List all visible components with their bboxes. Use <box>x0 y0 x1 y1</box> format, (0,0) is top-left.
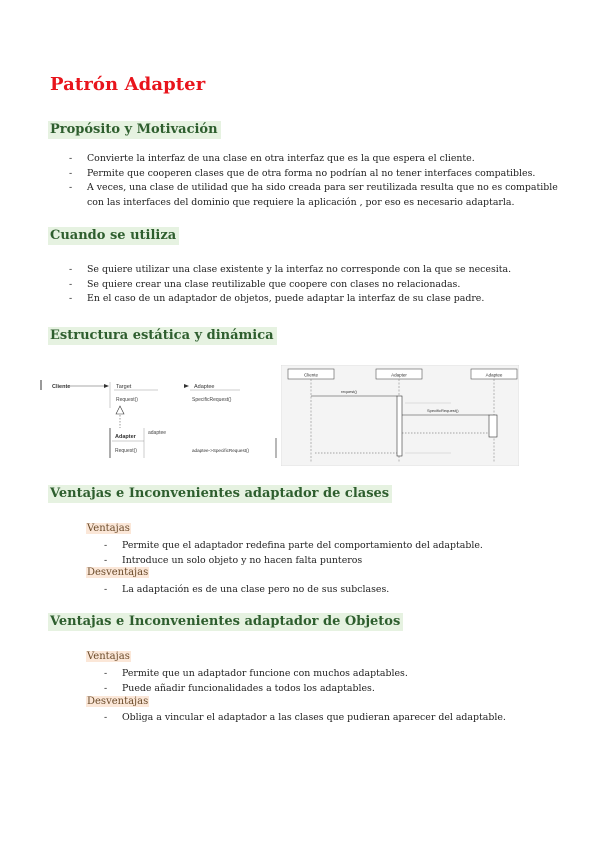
sequence-diagram <box>281 365 519 466</box>
list-ventajas-clases <box>104 539 483 568</box>
class-client-label: Cliente <box>52 384 71 390</box>
list-item: - Convierte la interfaz de una clase en otra interfaz que es la que espera el cliente. <box>69 152 558 167</box>
list-item: - Permite que cooperen clases que de otra forma no podrían al no tener interfaces compatibles. <box>69 167 558 182</box>
list-item: - En el caso de un adaptador de objetos, puede adaptar la interfaz de su clase padre. <box>69 292 511 307</box>
list-proposito <box>69 152 558 210</box>
lifeline-label: Cliente <box>303 372 319 378</box>
lifeline-label: Adaptee <box>485 372 503 378</box>
list-item: - A veces, una clase de utilidad que ha sido creada para ser reutilizada resulta que no es compatible <box>69 181 558 196</box>
list-item: - Puede añadir funcionalidades a todos los adaptables. <box>104 682 408 697</box>
list-ventajas-objetos <box>104 667 408 696</box>
message-label: request() <box>341 389 358 394</box>
list-item: - Se quiere utilizar una clase existente y la interfaz no corresponde con la que se necesita. <box>69 263 511 278</box>
list-item: - Permite que un adaptador funcione con muchos adaptables. <box>104 667 408 682</box>
subheading-desventajas: Desventajas <box>87 567 149 578</box>
subheading-ventajas: Ventajas <box>87 651 130 662</box>
list-item: - La adaptación es de una clase pero no de sus subclases. <box>104 583 389 598</box>
list-desventajas-objetos <box>104 711 506 726</box>
heading-cuando: Cuando se utiliza <box>48 227 179 245</box>
subheading-ventajas: Ventajas <box>87 523 130 534</box>
class-diagram <box>38 374 286 462</box>
list-item: - Obliga a vincular el adaptador a las clases que pudieran aparecer del adaptable. <box>104 711 506 726</box>
class-adapter-op: Request() <box>115 448 137 454</box>
class-adaptee-op: SpecificRequest() <box>192 397 232 403</box>
heading-ventajas-objetos: Ventajas e Inconvenientes adaptador de Objetos <box>48 613 403 631</box>
list-desventajas-clases <box>104 583 389 598</box>
list-item: - Introduce un solo objeto y no hacen falta punteros <box>104 554 483 569</box>
class-adaptee-role: adaptee <box>148 430 167 436</box>
message-label: SpecificRequest() <box>427 408 459 413</box>
lifeline-label: Adapter <box>391 372 407 378</box>
list-cuando <box>69 263 511 307</box>
list-item: - Permite que el adaptador redefina parte del comportamiento del adaptable. <box>104 539 483 554</box>
list-item: - Se quiere crear una clase reutilizable que coopere con clases no relacionadas. <box>69 278 511 293</box>
class-adaptee-label: Adaptee <box>194 384 215 390</box>
class-note: adaptee->SpecificRequest() <box>192 448 250 453</box>
heading-estructura: Estructura estática y dinámica <box>48 327 277 345</box>
list-item-continuation: con las interfaces del dominio que requiere la aplicación , por eso es necesario adaptarla. <box>87 196 515 208</box>
class-adapter-label: Adapter <box>115 434 136 440</box>
page-title: Patrón Adapter <box>50 74 206 95</box>
heading-proposito: Propósito y Motivación <box>48 121 221 139</box>
subheading-desventajas: Desventajas <box>87 696 149 707</box>
class-target-op: Request() <box>116 397 138 403</box>
class-target-label: Target <box>116 384 132 390</box>
heading-ventajas-clases: Ventajas e Inconvenientes adaptador de clases <box>48 485 392 503</box>
